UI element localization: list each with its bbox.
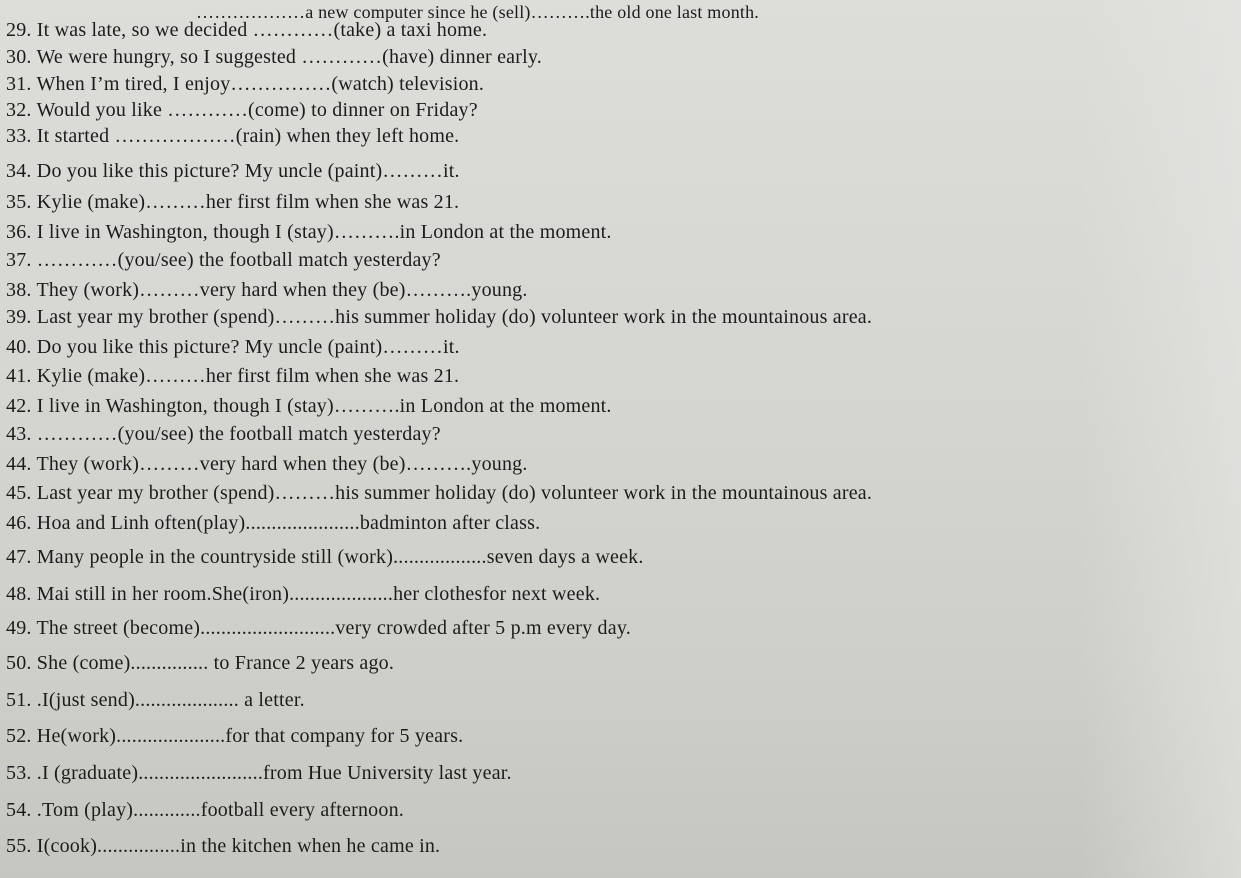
worksheet-line-37: 37. …………(you/see) the football match yesterday? <box>6 249 441 271</box>
worksheet-line-47: 47. Many people in the countryside still (work)..................seven days a week. <box>6 546 644 568</box>
worksheet-line-45: 45. Last year my brother (spend)………his summer holiday (do) volunteer work in the mountainous area. <box>6 482 873 504</box>
worksheet-line-29: 29. It was late, so we decided …………(take) a taxi home. <box>6 19 488 41</box>
worksheet-line-38: 38. They (work)………very hard when they (be)……….young. <box>6 279 528 301</box>
worksheet-line-40: 40. Do you like this picture? My uncle (paint)………it. <box>6 336 460 358</box>
worksheet-line-41: 41. Kylie (make)………her first film when she was 21. <box>6 365 460 387</box>
worksheet-line-33: 33. It started ………………(rain) when they left home. <box>6 125 460 147</box>
worksheet-line-32: 32. Would you like …………(come) to dinner on Friday? <box>6 99 478 121</box>
worksheet-line-35: 35. Kylie (make)………her first film when she was 21. <box>6 191 460 213</box>
worksheet-line-52: 52. He(work).....................for that company for 5 years. <box>6 725 464 747</box>
worksheet-line-50: 50. She (come)............... to France 2 years ago. <box>6 652 395 674</box>
worksheet-line-34: 34. Do you like this picture? My uncle (paint)………it. <box>6 160 460 182</box>
worksheet-line-42: 42. I live in Washington, though I (stay)……….in London at the moment. <box>6 395 612 417</box>
worksheet-line-51: 51. .I(just send).................... a letter. <box>6 689 305 711</box>
worksheet-line-36: 36. I live in Washington, though I (stay)……….in London at the moment. <box>6 221 612 243</box>
worksheet-line-44: 44. They (work)………very hard when they (be)……….young. <box>6 453 528 475</box>
worksheet-line-53: 53. .I (graduate)........................from Hue University last year. <box>6 762 512 784</box>
worksheet-line-30: 30. We were hungry, so I suggested …………(have) dinner early. <box>6 46 542 68</box>
worksheet-line-48: 48. Mai still in her room.She(iron)....................her clothesfor next week. <box>6 583 601 605</box>
worksheet-line-28: ………………a new computer since he (sell)……….the old one last month. <box>196 2 759 22</box>
paper-shading <box>1081 0 1241 878</box>
worksheet-line-49: 49. The street (become)..........................very crowded after 5 p.m every day. <box>6 617 631 639</box>
worksheet-line-39: 39. Last year my brother (spend)………his summer holiday (do) volunteer work in the mountainous area. <box>6 306 873 328</box>
worksheet-line-43: 43. …………(you/see) the football match yesterday? <box>6 423 441 445</box>
worksheet-line-55: 55. I(cook)................in the kitchen when he came in. <box>6 835 441 857</box>
worksheet-line-31: 31. When I’m tired, I enjoy……………(watch) television. <box>6 73 485 95</box>
worksheet-line-54: 54. .Tom (play).............football every afternoon. <box>6 799 404 821</box>
worksheet-line-46: 46. Hoa and Linh often(play)......................badminton after class. <box>6 512 541 534</box>
